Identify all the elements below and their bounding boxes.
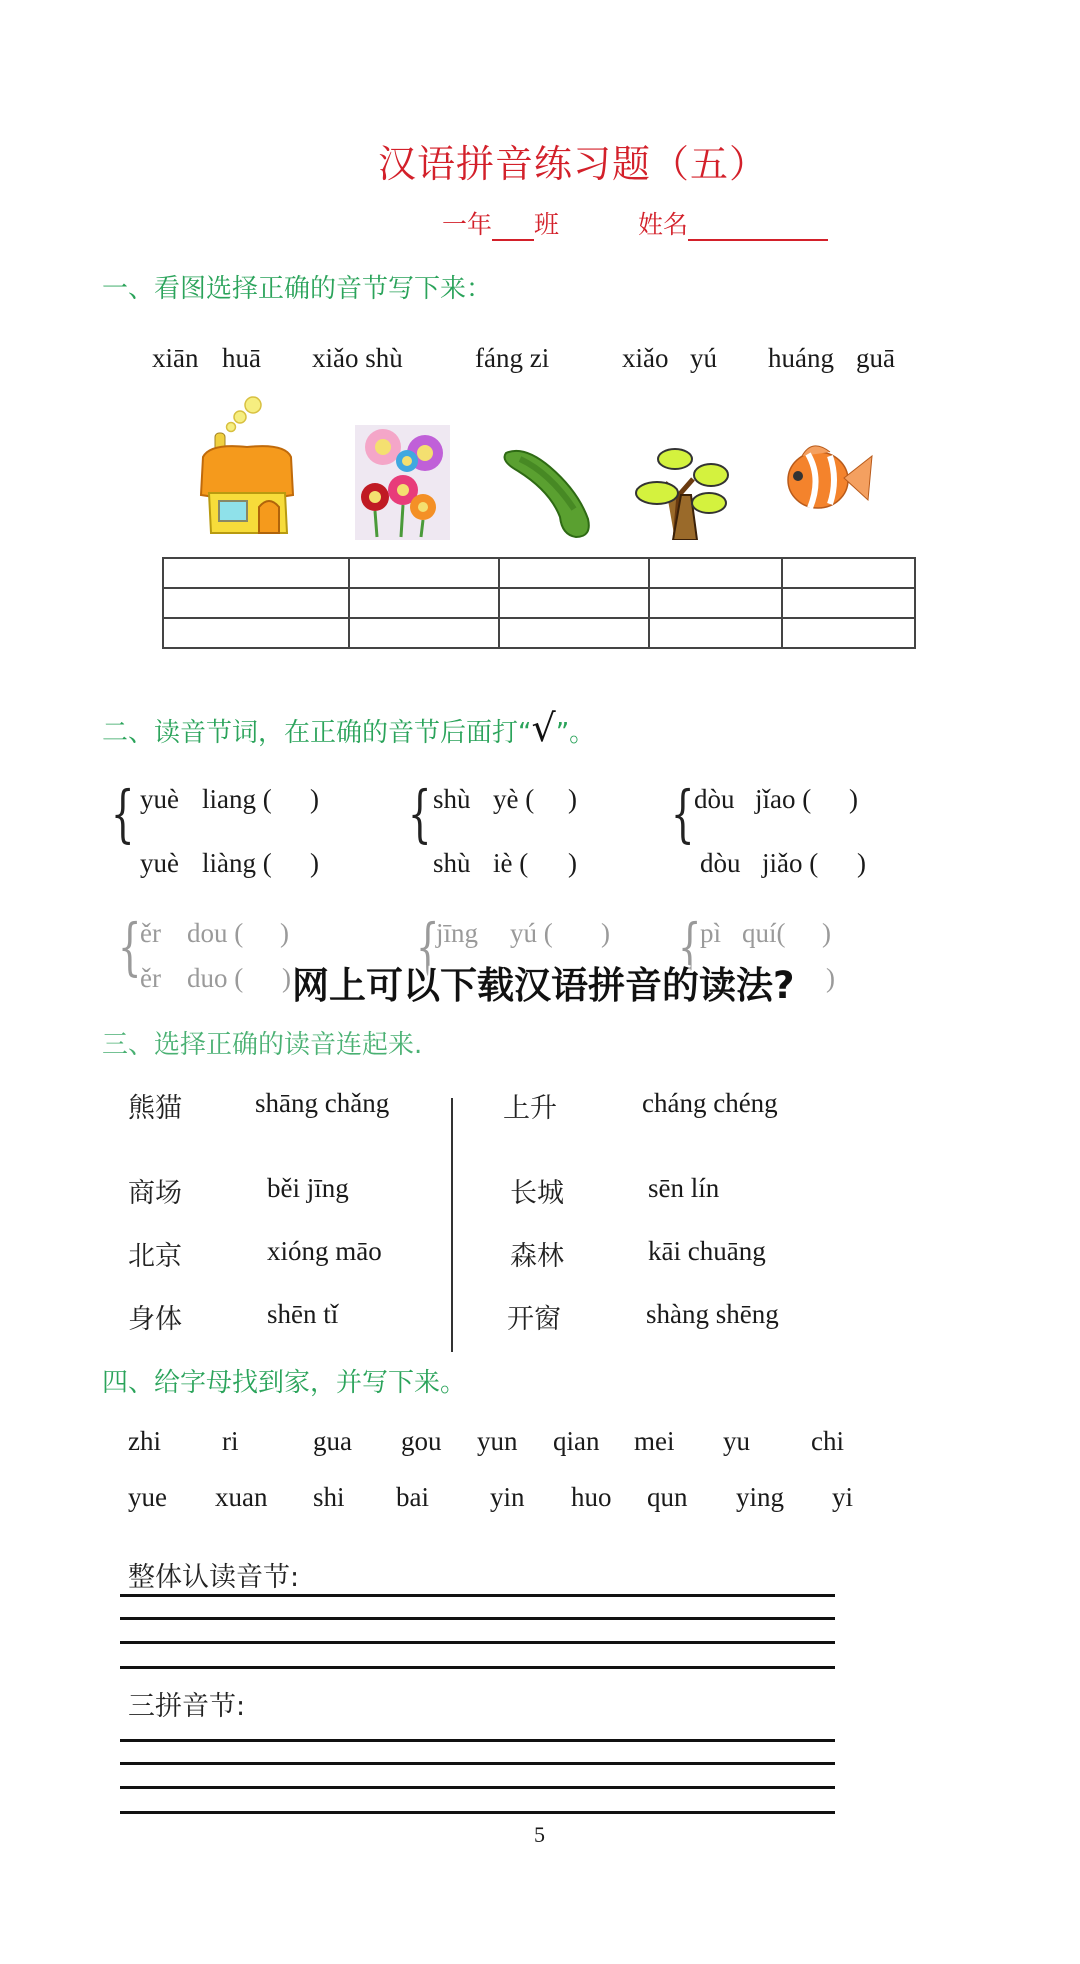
option-b-syllable1: shù xyxy=(433,848,471,878)
answer-cell[interactable] xyxy=(163,558,349,588)
option-a-syllable1: shù xyxy=(433,784,471,814)
section1-heading: 一、看图选择正确的音节写下来： xyxy=(102,274,493,304)
answer-cell[interactable] xyxy=(782,588,915,618)
answer-cell[interactable] xyxy=(349,618,499,648)
grade-class-field xyxy=(442,205,559,241)
class-label: 班 xyxy=(534,210,560,239)
name-field xyxy=(638,205,828,241)
syllable: ying xyxy=(736,1482,785,1512)
answer-cell[interactable] xyxy=(649,558,782,588)
pinyin-left[interactable]: xióng māo xyxy=(267,1236,382,1266)
pinyin-fangzi: fáng zi xyxy=(475,343,550,373)
brace-icon: { xyxy=(670,777,695,850)
house-picture xyxy=(195,395,300,540)
word-left: 熊猫 xyxy=(128,1093,182,1124)
option-a-syllable2: jǐao ( xyxy=(755,784,812,814)
answer-paren-close[interactable]: ) xyxy=(568,848,577,878)
option-b-syllable1: ěr xyxy=(140,963,161,993)
answer-paren-close[interactable]: ) xyxy=(849,784,858,814)
answer-cell[interactable] xyxy=(163,618,349,648)
pinyin-right[interactable]: cháng chéng xyxy=(642,1088,778,1118)
word-left: 商场 xyxy=(128,1178,182,1209)
syllable: yi xyxy=(832,1482,854,1512)
pinyin-left[interactable]: shēn tǐ xyxy=(267,1299,339,1329)
word-right: 森林 xyxy=(510,1241,564,1272)
syllable: yue xyxy=(128,1482,167,1512)
whole-syllables-label: 整体认读音节: xyxy=(128,1562,300,1593)
syllable: mei xyxy=(634,1426,675,1456)
fish-picture xyxy=(782,438,874,528)
syllable: qun xyxy=(647,1482,688,1512)
pinyin-huang: huáng xyxy=(768,343,834,373)
writing-line[interactable] xyxy=(120,1666,835,1669)
word-left: 身体 xyxy=(128,1304,182,1335)
writing-line[interactable] xyxy=(120,1641,835,1644)
word-right: 上升 xyxy=(503,1093,557,1124)
option-a-syllable1: ěr xyxy=(140,918,161,948)
option-b-syllable2: duo ( xyxy=(187,963,244,993)
syllable: shi xyxy=(313,1482,345,1512)
answer-paren-close[interactable]: ) xyxy=(857,848,866,878)
answer-cell[interactable] xyxy=(163,588,349,618)
syllable: gua xyxy=(313,1426,352,1456)
answer-cell[interactable] xyxy=(499,558,649,588)
writing-line[interactable] xyxy=(120,1786,835,1789)
answer-paren-close[interactable]: ) xyxy=(822,918,831,948)
syllable: chi xyxy=(811,1426,844,1456)
answer-cell[interactable] xyxy=(649,588,782,618)
answer-paren-close[interactable]: ) xyxy=(568,784,577,814)
section4-heading: 四、给字母找到家，并写下来。 xyxy=(102,1368,467,1398)
answer-cell[interactable] xyxy=(349,558,499,588)
pinyin-right[interactable]: kāi chuāng xyxy=(648,1236,766,1266)
option-a-syllable2: dou ( xyxy=(187,918,244,948)
column-divider xyxy=(451,1098,453,1352)
pinyin-left[interactable]: běi jīng xyxy=(267,1173,349,1203)
overlay-caption: 网上可以下载汉语拼音的读法? xyxy=(292,964,795,1007)
worksheet-title: 汉语拼音练习题（五） xyxy=(378,142,769,186)
syllable: yin xyxy=(490,1482,525,1512)
option-a-syllable1: yuè xyxy=(140,784,179,814)
option-a-syllable2: yè ( xyxy=(493,784,535,814)
answer-paren-close[interactable]: ) xyxy=(601,918,610,948)
brace-icon: { xyxy=(110,777,135,850)
option-a-syllable1: pì xyxy=(700,918,722,948)
answer-cell[interactable] xyxy=(499,588,649,618)
word-left: 北京 xyxy=(128,1241,182,1272)
pinyin-gua: guā xyxy=(856,343,895,373)
answer-cell[interactable] xyxy=(499,618,649,648)
answer-cell[interactable] xyxy=(782,558,915,588)
pinyin-right[interactable]: shàng shēng xyxy=(646,1299,779,1329)
word-right: 开窗 xyxy=(507,1304,561,1335)
option-b-syllable2: liàng ( xyxy=(202,848,272,878)
option-a-syllable1: dòu xyxy=(694,784,735,814)
answer-grid xyxy=(162,557,916,649)
syllable: qian xyxy=(553,1426,600,1456)
pinyin-hua: huā xyxy=(222,343,261,373)
option-b-syllable2: jiǎo ( xyxy=(762,848,819,878)
section2-heading-text: 二、读音节词，在正确的音节后面打“ xyxy=(102,718,532,748)
option-b-syllable2: iè ( xyxy=(493,848,529,878)
answer-paren-close[interactable]: ) xyxy=(310,784,319,814)
answer-paren-close[interactable]: ) xyxy=(826,963,835,993)
syllable: xuan xyxy=(215,1482,268,1512)
syllable: huo xyxy=(571,1482,612,1512)
answer-cell[interactable] xyxy=(782,618,915,648)
answer-paren-close[interactable]: ) xyxy=(310,848,319,878)
section2-heading-end: ”。 xyxy=(555,718,596,748)
tree-picture xyxy=(635,445,735,540)
answer-cell[interactable] xyxy=(349,588,499,618)
answer-paren-close[interactable]: ) xyxy=(282,963,291,993)
option-a-syllable2: quí( xyxy=(742,918,786,948)
answer-cell[interactable] xyxy=(649,618,782,648)
option-b-syllable1: dòu xyxy=(700,848,741,878)
pinyin-yu: yú xyxy=(690,343,717,373)
syllable: zhi xyxy=(128,1426,161,1456)
cucumber-picture xyxy=(500,445,600,540)
grade-label: 一年 xyxy=(442,210,493,239)
syllable: gou xyxy=(401,1426,442,1456)
writing-line[interactable] xyxy=(120,1762,835,1765)
checkmark-icon: √ xyxy=(531,706,556,750)
pinyin-xiao: xiǎo xyxy=(622,343,669,373)
brace-icon: { xyxy=(415,910,440,983)
syllable: bai xyxy=(396,1482,429,1512)
option-a-syllable1: jīng xyxy=(436,918,479,948)
word-right: 长城 xyxy=(510,1178,564,1209)
pinyin-left[interactable]: shāng chǎng xyxy=(255,1088,390,1118)
writing-line[interactable] xyxy=(120,1594,835,1597)
triple-syllables-label: 三拼音节: xyxy=(128,1691,246,1722)
flowers-picture xyxy=(355,425,450,540)
syllable: yu xyxy=(723,1426,750,1456)
section2-heading xyxy=(102,706,595,750)
brace-icon: { xyxy=(677,910,702,983)
pinyin-xiaoshu: xiǎo shù xyxy=(312,343,403,373)
writing-line[interactable] xyxy=(120,1811,835,1814)
option-b-syllable1: yuè xyxy=(140,848,179,878)
option-a-syllable2: yú ( xyxy=(510,918,553,948)
answer-paren-close[interactable]: ) xyxy=(280,918,289,948)
brace-icon: { xyxy=(117,910,142,983)
option-a-syllable2: liang ( xyxy=(202,784,272,814)
name-blank[interactable] xyxy=(688,215,828,241)
writing-line[interactable] xyxy=(120,1617,835,1620)
syllable: ri xyxy=(222,1426,239,1456)
brace-icon: { xyxy=(407,777,432,850)
name-label: 姓名 xyxy=(638,210,689,239)
class-blank[interactable] xyxy=(492,215,534,241)
section3-heading: 三、选择正确的读音连起来. xyxy=(102,1030,423,1060)
syllable: yun xyxy=(477,1426,518,1456)
pinyin-xian: xiān xyxy=(152,343,199,373)
pinyin-right[interactable]: sēn lín xyxy=(648,1173,720,1203)
writing-line[interactable] xyxy=(120,1739,835,1742)
page-number: 5 xyxy=(534,1822,545,1847)
